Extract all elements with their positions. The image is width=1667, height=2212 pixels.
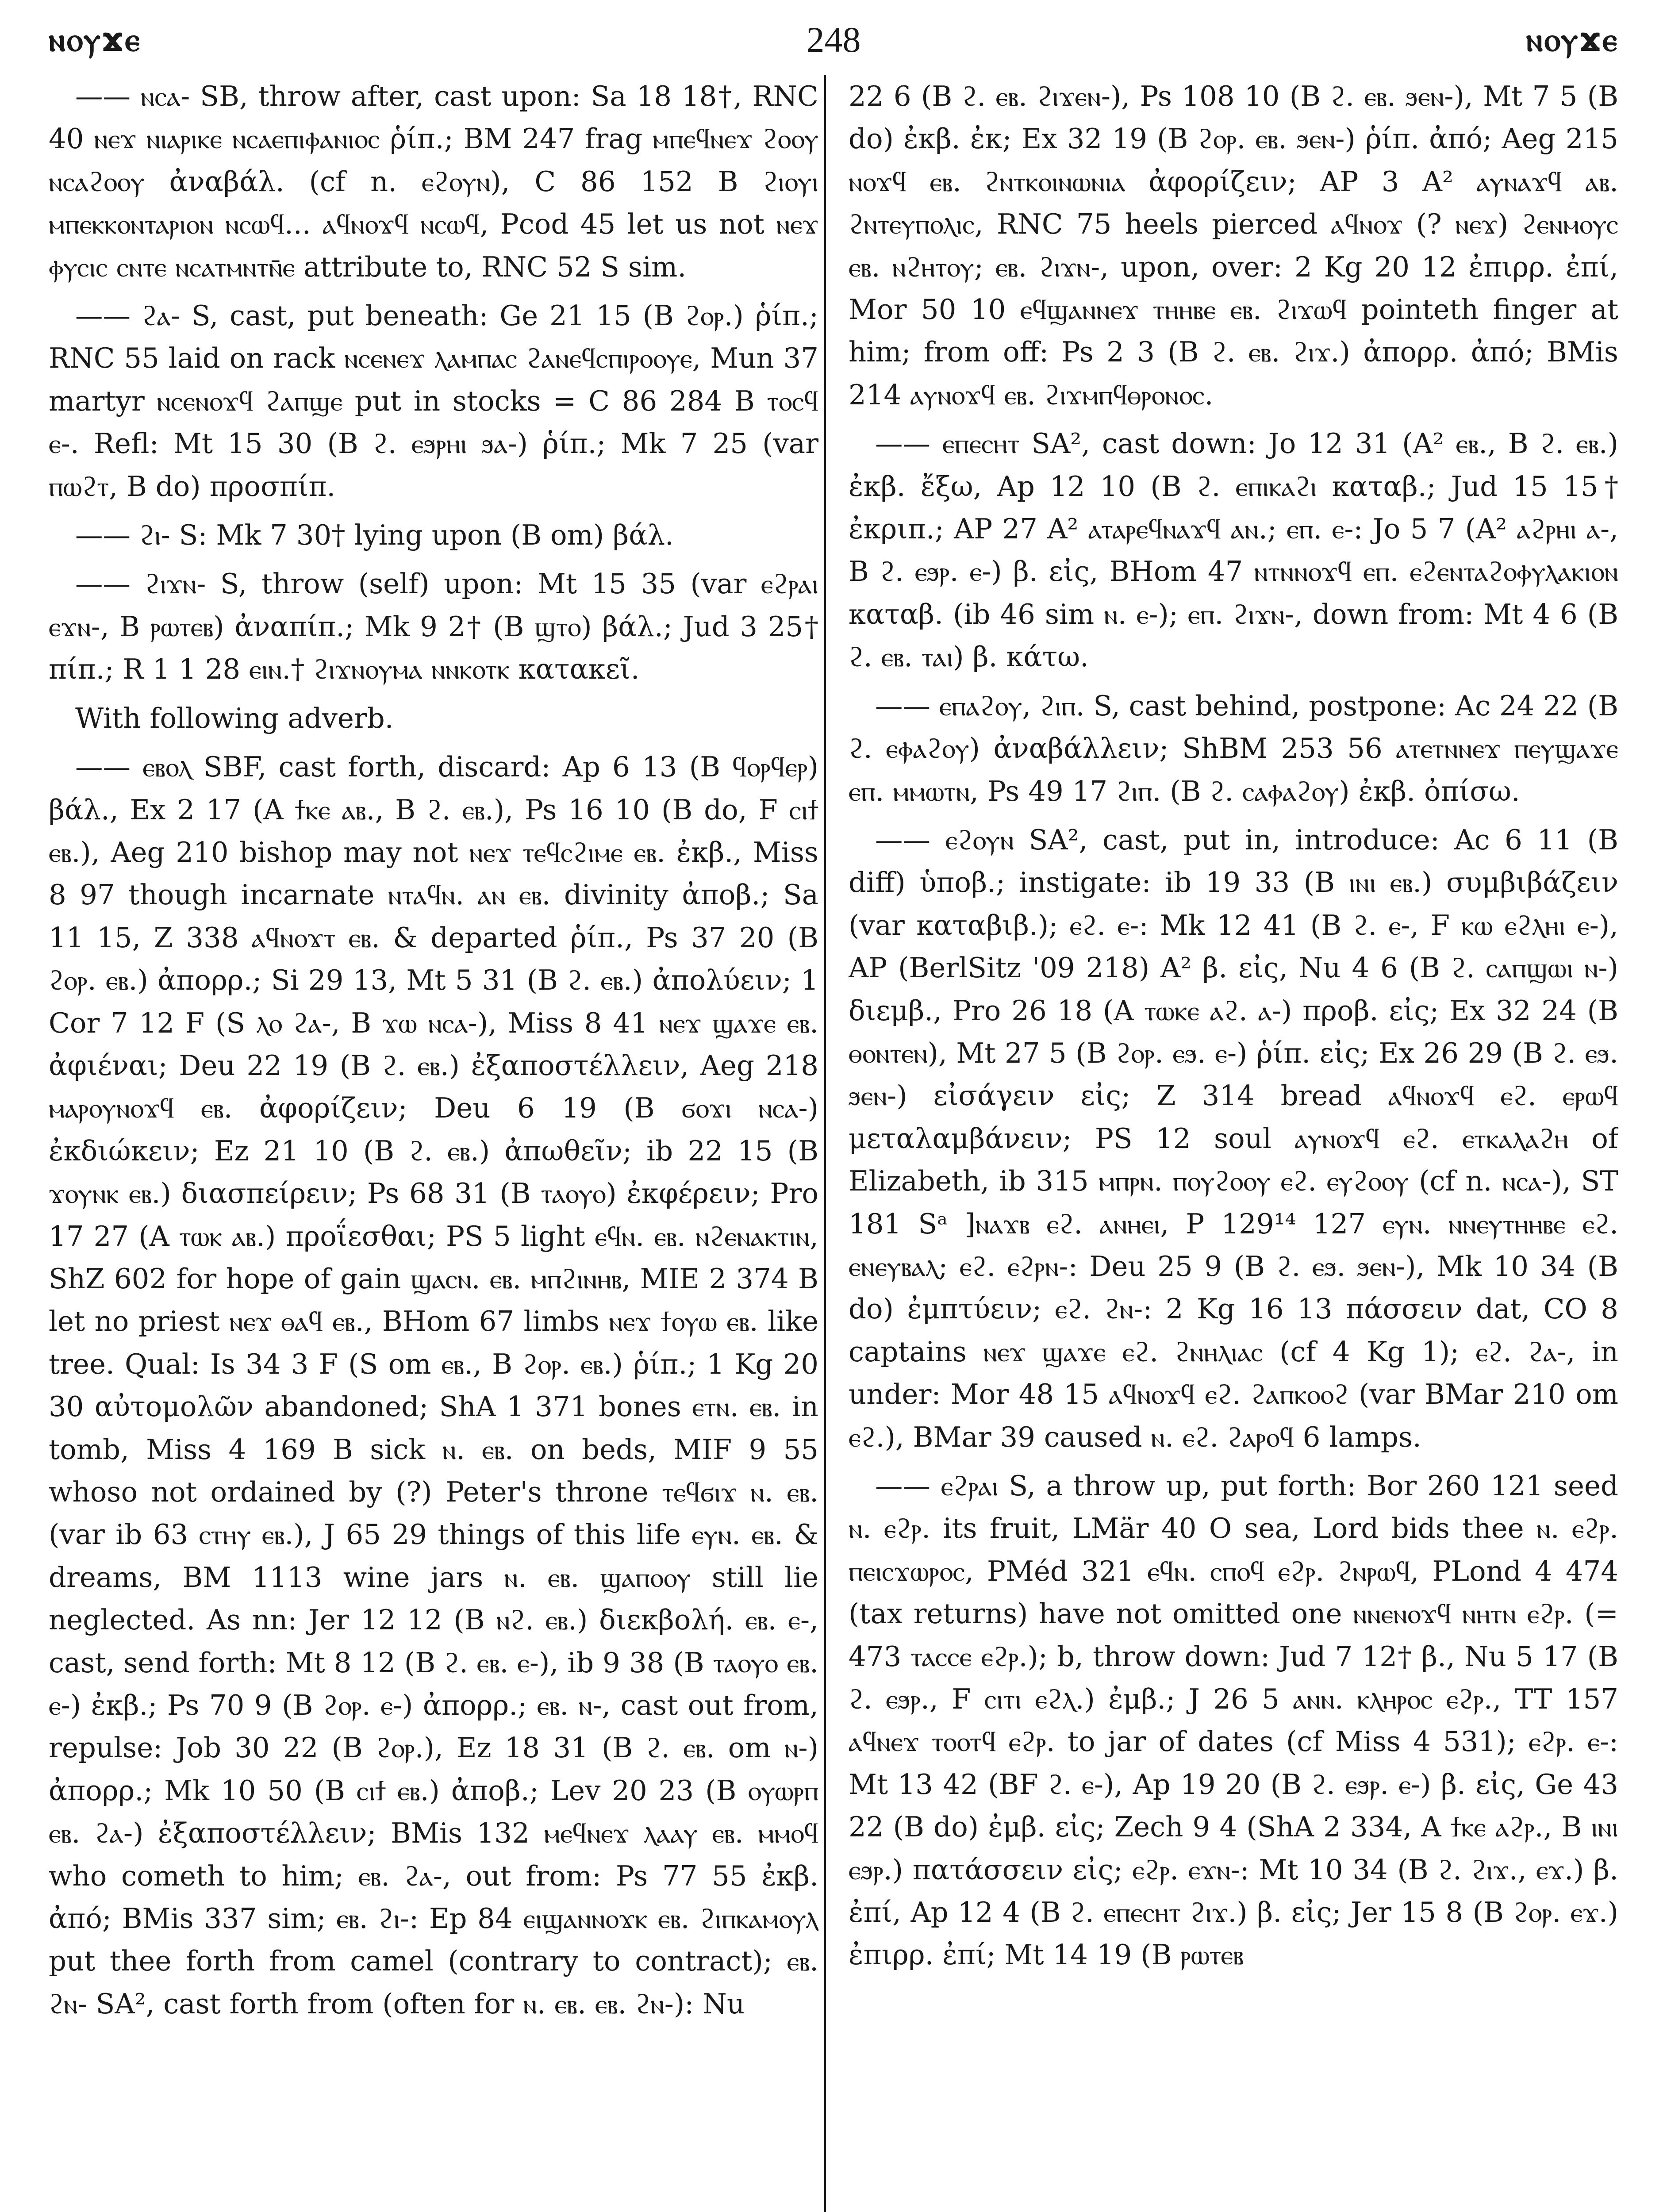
left-column <box>49 75 818 2212</box>
header-left-word: ⲛⲟⲩϫⲉ <box>49 20 141 59</box>
dictionary-entry: —— ⲉϩⲟⲩⲛ SA², cast, put in, introduce: Ac 6 11 (B diff) ὑποβ.; instigate: ib 19 33 (B ⲓⲛⲓ ⲉⲃ.) συμβιβάζειν (var καταβιβ.); ⲉϩ. ⲉ-: Mk 12 41 (B ϩ. ⲉ-, F ⲕⲱ ⲉϩⲗⲏⲓ ⲉ-), AP (BerlSitz '09 218) A² β. εἰς, Nu 4 6 (B ϩ. ⲥⲁⲡϣⲱⲓ ⲛ-) διεμβ., Pro 26 18 (A ⲧⲱⲕⲉ ⲁϩ. ⲁ-) προβ. εἰς; Ex 32 24 (B ⲑⲟⲛⲧⲉⲛ), Mt 27 5 (B ϩⲟⲣ. ⲉϧ. ⲉ-) ῥίπ. εἰς; Ex 26 29 (B ϩ. ⲉϧ. ϧⲉⲛ-) εἰσάγειν εἰς; Z 314 bread ⲁϥⲛⲟϫϥ ⲉϩ. ⲉⲣⲱϥ μεταλαμβάνειν; PS 12 soul ⲁⲩⲛⲟϫϥ ⲉϩ. ⲉⲧⲕⲁⲗⲁϩⲏ of Elizabeth, ib 315 ⲙⲡⲣⲛ. ⲡⲟⲩϩⲟⲟⲩ ⲉϩ. ⲉⲩϩⲟⲟⲩ (cf n. ⲛⲥⲁ-), ST 181 Sᵃ ]ⲛⲁϫⲃ ⲉϩ. ⲁⲛⲏⲉⲓ, P 129¹⁴ 127 ⲉⲩⲛ. ⲛⲛⲉⲩⲧⲏⲏⲃⲉ ⲉϩ. ⲉⲛⲉⲩⲃⲁⲗ; ⲉϩ. ⲉϩⲣⲛ-: Deu 25 9 (B ϩ. ⲉϧ. ϧⲉⲛ-), Mk 10 34 (B do) ἐμπτύειν; ⲉϩ. ϩⲛ-: 2 Kg 16 13 πάσσειν dat, CO 8 captains ⲛⲉϫ ϣⲁϫⲉ ⲉϩ. ϩⲛⲏⲗⲓⲁⲥ (cf 4 Kg 1); ⲉϩ. ϩⲁ-, in under: Mor 48 15 ⲁϥⲛⲟϫϥ ⲉϩ. ϩⲁⲡⲕⲟⲟϩ (var BMar 210 om ⲉϩ.), BMar 39 caused ⲛ. ⲉϩ. ϩⲁⲣⲟϥ 6 lamps. <box>849 823 1618 1453</box>
dictionary-entry: —— ⲉⲡⲁϩⲟⲩ, ϩⲓⲡ. S, cast behind, postpone: Ac 24 22 (B ϩ. ⲉⲫⲁϩⲟⲩ) ἀναβάλλειν; ShBM 253 56 ⲁⲧⲉⲧⲛⲛⲉϫ ⲡⲉⲩϣⲁϫⲉ ⲉⲡ. ⲙⲙⲱⲧⲛ, Ps 49 17 ϩⲓⲡ. (B ϩ. ⲥⲁⲫⲁϩⲟⲩ) ἐκβ. ὀπίσω. <box>849 689 1618 807</box>
dictionary-entry: —— ϩⲓϫⲛ- S, throw (self) upon: Mt 15 35 (var ⲉϩⲣⲁⲓ ⲉϫⲛ-, B ⲣⲱⲧⲉⲃ) ἀναπίπ.; Mk 9 2† (B ϣⲧⲟ) βάλ.; Jud 3 25† πίπ.; R 1 1 28 ⲉⲓⲛ.† ϩⲓϫⲛⲟⲩⲙⲁ ⲛⲛⲕⲟⲧⲕ κατακεῖ. <box>49 568 818 686</box>
column-divider <box>824 75 826 2212</box>
dictionary-entry: —— ⲉⲃⲟⲗ SBF, cast forth, discard: Ap 6 13 (B ϥⲟⲣϥⲉⲣ) βάλ., Ex 2 17 (A ϯⲕⲉ ⲁⲃ., B ϩ. ⲉⲃ.), Ps 16 10 (B do, F ⲥⲓϯ ⲉⲃ.), Aeg 210 bishop may not ⲛⲉϫ ⲧⲉϥⲥϩⲓⲙⲉ ⲉⲃ. ἐκβ., Miss 8 97 though incarnate ⲛⲧⲁϥⲛ. ⲁⲛ ⲉⲃ. divinity ἀποβ.; Sa 11 15, Z 338 ⲁϥⲛⲟϫⲧ ⲉⲃ. & departed ῥίπ., Ps 37 20 (B ϩⲟⲣ. ⲉⲃ.) ἀπορρ.; Si 29 13, Mt 5 31 (B ϩ. ⲉⲃ.) ἀπολύειν; 1 Cor 7 12 F (S ⲗⲟ ϩⲁ-, B ϫⲱ ⲛⲥⲁ-), Miss 8 41 ⲛⲉϫ ϣⲁϫⲉ ⲉⲃ. ἀφιέναι; Deu 22 19 (B ϩ. ⲉⲃ.) ἐξαποστέλλειν, Aeg 218 ⲙⲁⲣⲟⲩⲛⲟϫϥ ⲉⲃ. ἀφορίζειν; Deu 6 19 (B ϭⲟϫⲓ ⲛⲥⲁ-) ἐκδιώκειν; Ez 21 10 (B ϩ. ⲉⲃ.) ἀπωθεῖν; ib 22 15 (B ϫⲟⲩⲛⲕ ⲉⲃ.) διασπείρειν; Ps 68 31 (B ⲧⲁⲟⲩⲟ) ἐκφέρειν; Pro 17 27 (A ⲧⲱⲕ ⲁⲃ.) προΐεσθαι; PS 5 light ⲉϥⲛ. ⲉⲃ. ⲛϩⲉⲛⲁⲕⲧⲓⲛ, ShZ 602 for hope of gain ϣⲁⲥⲛ. ⲉⲃ. ⲙⲡϩⲓⲛⲏⲃ, MIE 2 374 B let no priest ⲛⲉϫ ⲑⲁϥ ⲉⲃ., BHom 67 limbs ⲛⲉϫ ϯⲟⲩⲱ ⲉⲃ. like tree. Qual: Is 34 3 F (S om ⲉⲃ., B ϩⲟⲣ. ⲉⲃ.) ῥίπ.; 1 Kg 20 30 αὐτομολῶν abandoned; ShA 1 371 bones ⲉⲧⲛ. ⲉⲃ. in tomb, Miss 4 169 B sick ⲛ. ⲉⲃ. on beds, MIF 9 55 whoso not ordained by (?) Peter's throne ⲧⲉϥϭⲓϫ ⲛ. ⲉⲃ. (var ib 63 ⲥⲧⲏⲩ ⲉⲃ.), J 65 29 things of this life ⲉⲩⲛ. ⲉⲃ. & dreams, BM 1113 wine jars ⲛ. ⲉⲃ. ϣⲁⲡⲟⲟⲩ still lie neglected. As nn: Jer 12 12 (B ⲛϩ. ⲉⲃ.) διεκβολή. ⲉⲃ. ⲉ-, cast, send forth: Mt 8 12 (B ϩ. ⲉⲃ. ⲉ-), ib 9 38 (B ⲧⲁⲟⲩⲟ ⲉⲃ. ⲉ-) ἐκβ.; Ps 70 9 (B ϩⲟⲣ. ⲉ-) ἀπορρ.; ⲉⲃ. ⲛ-, cast out from, repulse: Job 30 22 (B ϩⲟⲣ.), Ez 18 31 (B ϩ. ⲉⲃ. om ⲛ-) ἀπορρ.; Mk 10 50 (B ⲥⲓϯ ⲉⲃ.) ἀποβ.; Lev 20 23 (B ⲟⲩⲱⲣⲡ ⲉⲃ. ϩⲁ-) ἐξαποστέλλειν; BMis 132 ⲙⲉϥⲛⲉϫ ⲗⲁⲁⲩ ⲉⲃ. ⲙⲙⲟϥ who cometh to him; ⲉⲃ. ϩⲁ-, out from: Ps 77 55 ἐκβ. ἀπό; BMis 337 sim; ⲉⲃ. ϩⲓ-: Ep 84 ⲉⲓϣⲁⲛⲛⲟϫⲕ ⲉⲃ. ϩⲓⲡⲕⲁⲙⲟⲩⲗ put thee forth from camel (contrary to contract); ⲉⲃ. ϩⲛ- SA², cast forth from (often for ⲛ. ⲉⲃ. ⲉⲃ. ϩⲛ-): Nu <box>49 751 818 2020</box>
section-note: With following adverb. <box>75 702 394 734</box>
dictionary-entry: —— ϩⲓ- S: Mk 7 30† lying upon (B om) βάλ. <box>75 519 674 552</box>
dictionary-entry: —— ⲉⲡⲉⲥⲏⲧ SA², cast down: Jo 12 31 (A² ⲉⲃ., B ϩ. ⲉⲃ.) ἐκβ. ἔξω, Ap 12 10 (B ϩ. ⲉⲡⲓⲕⲁϩⲓ καταβ.; Jud 15 15† ἐκριπ.; AP 27 A² ⲁⲧⲁⲣⲉϥⲛⲁϫϥ ⲁⲛ.; ⲉⲡ. ⲉ-: Jo 5 7 (A² ⲁϩⲣⲏⲓ ⲁ-, B ϩ. ⲉϧⲣ. ⲉ-) β. εἰς, BHom 47 ⲛⲧⲛⲛⲟϫϥ ⲉⲡ. ⲉϩⲉⲛⲧⲁϩⲟⲫⲩⲗⲁⲕⲓⲟⲛ καταβ. (ib 46 sim ⲛ. ⲉ-); ⲉⲡ. ϩⲓϫⲛ-, down from: Mt 4 6 (B ϩ. ⲉⲃ. ⲧⲁⲓ) β. κάτω. <box>849 427 1618 673</box>
dictionary-entry: 22 6 (B ϩ. ⲉⲃ. ϩⲓϫⲉⲛ-), Ps 108 10 (B ϩ. ⲉⲃ. ϧⲉⲛ-), Mt 7 5 (B do) ἐκβ. ἐκ; Ex 32 19 (B ϩⲟⲣ. ⲉⲃ. ϧⲉⲛ-) ῥίπ. ἀπό; Aeg 215 ⲛⲟϫϥ ⲉⲃ. ϩⲛⲧⲕⲟⲓⲛⲱⲛⲓⲁ ἀφορίζειν; AP 3 A² ⲁⲩⲛⲁϫϥ ⲁⲃ. ϩⲛⲧⲉⲩⲡⲟⲗⲓⲥ, RNC 75 heels pierced ⲁϥⲛⲟϫ (? ⲛⲉϫ) ϩⲉⲛⲙⲟⲩⲥ ⲉⲃ. ⲛϩⲏⲧⲟⲩ; ⲉⲃ. ϩⲓϫⲛ-, upon, over: 2 Kg 20 12 ἐπιρρ. ἐπί, Mor 50 10 ⲉϥϣⲁⲛⲛⲉϫ ⲧⲏⲏⲃⲉ ⲉⲃ. ϩⲓϫⲱϥ pointeth finger at him; from off: Ps 2 3 (B ϩ. ⲉⲃ. ϩⲓϫ.) ἀπορρ. ἀπό; BMis 214 ⲁⲩⲛⲟϫϥ ⲉⲃ. ϩⲓϫⲙⲡϥⲑⲣⲟⲛⲟⲥ. <box>849 80 1618 411</box>
dictionary-entry: —— ⲉϩⲣⲁⲓ S, a throw up, put forth: Bor 260 121 seed ⲛ. ⲉϩⲣ. its fruit, LMär 40 O sea, Lord bids thee ⲛ. ⲉϩⲣ. ⲡⲉⲓⲥϫⲱⲣⲟⲥ, PMéd 321 ⲉϥⲛ. ⲥⲡⲟϥ ⲉϩⲣ. ϩⲛⲣⲱϥ, PLond 4 474 (tax returns) have not omitted one ⲛⲛⲉⲛⲟϫϥ ⲛⲏⲧⲛ ⲉϩⲣ. (= 473 ⲧⲁⲥⲥⲉ ⲉϩⲣ.); b, throw down: Jud 7 12† β., Nu 5 17 (B ϩ. ⲉϧⲣ., F ⲥⲓⲧⲓ ⲉϩⲗ.) ἐμβ.; J 26 5 ⲁⲛⲛ. ⲕⲗⲏⲣⲟⲥ ⲉϩⲣ., TT 157 ⲁϥⲛⲉϫ ⲧⲟⲟⲧϥ ⲉϩⲣ. to jar of dates (cf Miss 4 531); ⲉϩⲣ. ⲉ-: Mt 13 42 (BF ϩ. ⲉ-), Ap 19 20 (B ϩ. ⲉϧⲣ. ⲉ-) β. εἰς, Ge 43 22 (B do) ἐμβ. εἰς; Zech 9 4 (ShA 2 334, A ϯⲕⲉ ⲁϩⲣ., B ⲓⲛⲓ ⲉϧⲣ.) πατάσσειν εἰς; ⲉϩⲣ. ⲉϫⲛ-: Mt 10 34 (B ϩ. ϩⲓϫ., ⲉϫ.) β. ἐπί, Ap 12 4 (B ϩ. ⲉⲡⲉⲥⲏⲧ ϩⲓϫ.) β. εἰς; Jer 15 8 (B ϩⲟⲣ. ⲉϫ.) ἐπιρρ. ἐπί; Mt 14 19 (B ⲣⲱⲧⲉⲃ <box>849 1470 1618 1971</box>
header-right-word: ⲛⲟⲩϫⲉ <box>1526 20 1618 59</box>
dictionary-entry: —— ϩⲁ- S, cast, put beneath: Ge 21 15 (B ϩⲟⲣ.) ῥίπ.; RNC 55 laid on rack ⲛⲥⲉⲛⲉϫ ⲗⲁⲙⲡⲁⲥ ϩⲁⲛⲉϥⲥⲡⲓⲣⲟⲟⲩⲉ, Mun 37 martyr ⲛⲥⲉⲛⲟϫϥ ϩⲁⲡϣⲉ put in stocks = C 86 284 B ⲧⲟⲥϥ ⲉ-. Refl: Mt 15 30 (B ϩ. ⲉϧⲣⲏⲓ ϧⲁ-) ῥίπ.; Mk 7 25 (var ⲡⲱϩⲧ, B do) προσπίπ. <box>49 300 818 503</box>
running-header <box>49 9 1618 71</box>
page-number: 248 <box>806 19 861 60</box>
right-column <box>849 75 1618 2212</box>
dictionary-entry: —— ⲛⲥⲁ- SB, throw after, cast upon: Sa 18 18†, RNC 40 ⲛⲉϫ ⲛⲓⲁⲣⲓⲕⲉ ⲛⲥⲁⲉⲡⲓⲫⲁⲛⲓⲟⲥ ῥίπ.; BM 247 frag ⲙⲡⲉϥⲛⲉϫ ϩⲟⲟⲩ ⲛⲥⲁϩⲟⲟⲩ ἀναβάλ. (cf n. ⲉϩⲟⲩⲛ), C 86 152 B ϩⲓⲟⲩⲓ ⲙⲡⲉⲕⲕⲟⲛⲧⲁⲣⲓⲟⲛ ⲛⲥⲱϥ... ⲁϥⲛⲟϫϥ ⲛⲥⲱϥ, Pcod 45 let us not ⲛⲉϫ ⲫⲩⲥⲓⲥ ⲥⲛⲧⲉ ⲛⲥⲁⲧⲙⲛⲧⲛ̄ⲉ attribute to, RNC 52 S sim. <box>49 80 818 283</box>
